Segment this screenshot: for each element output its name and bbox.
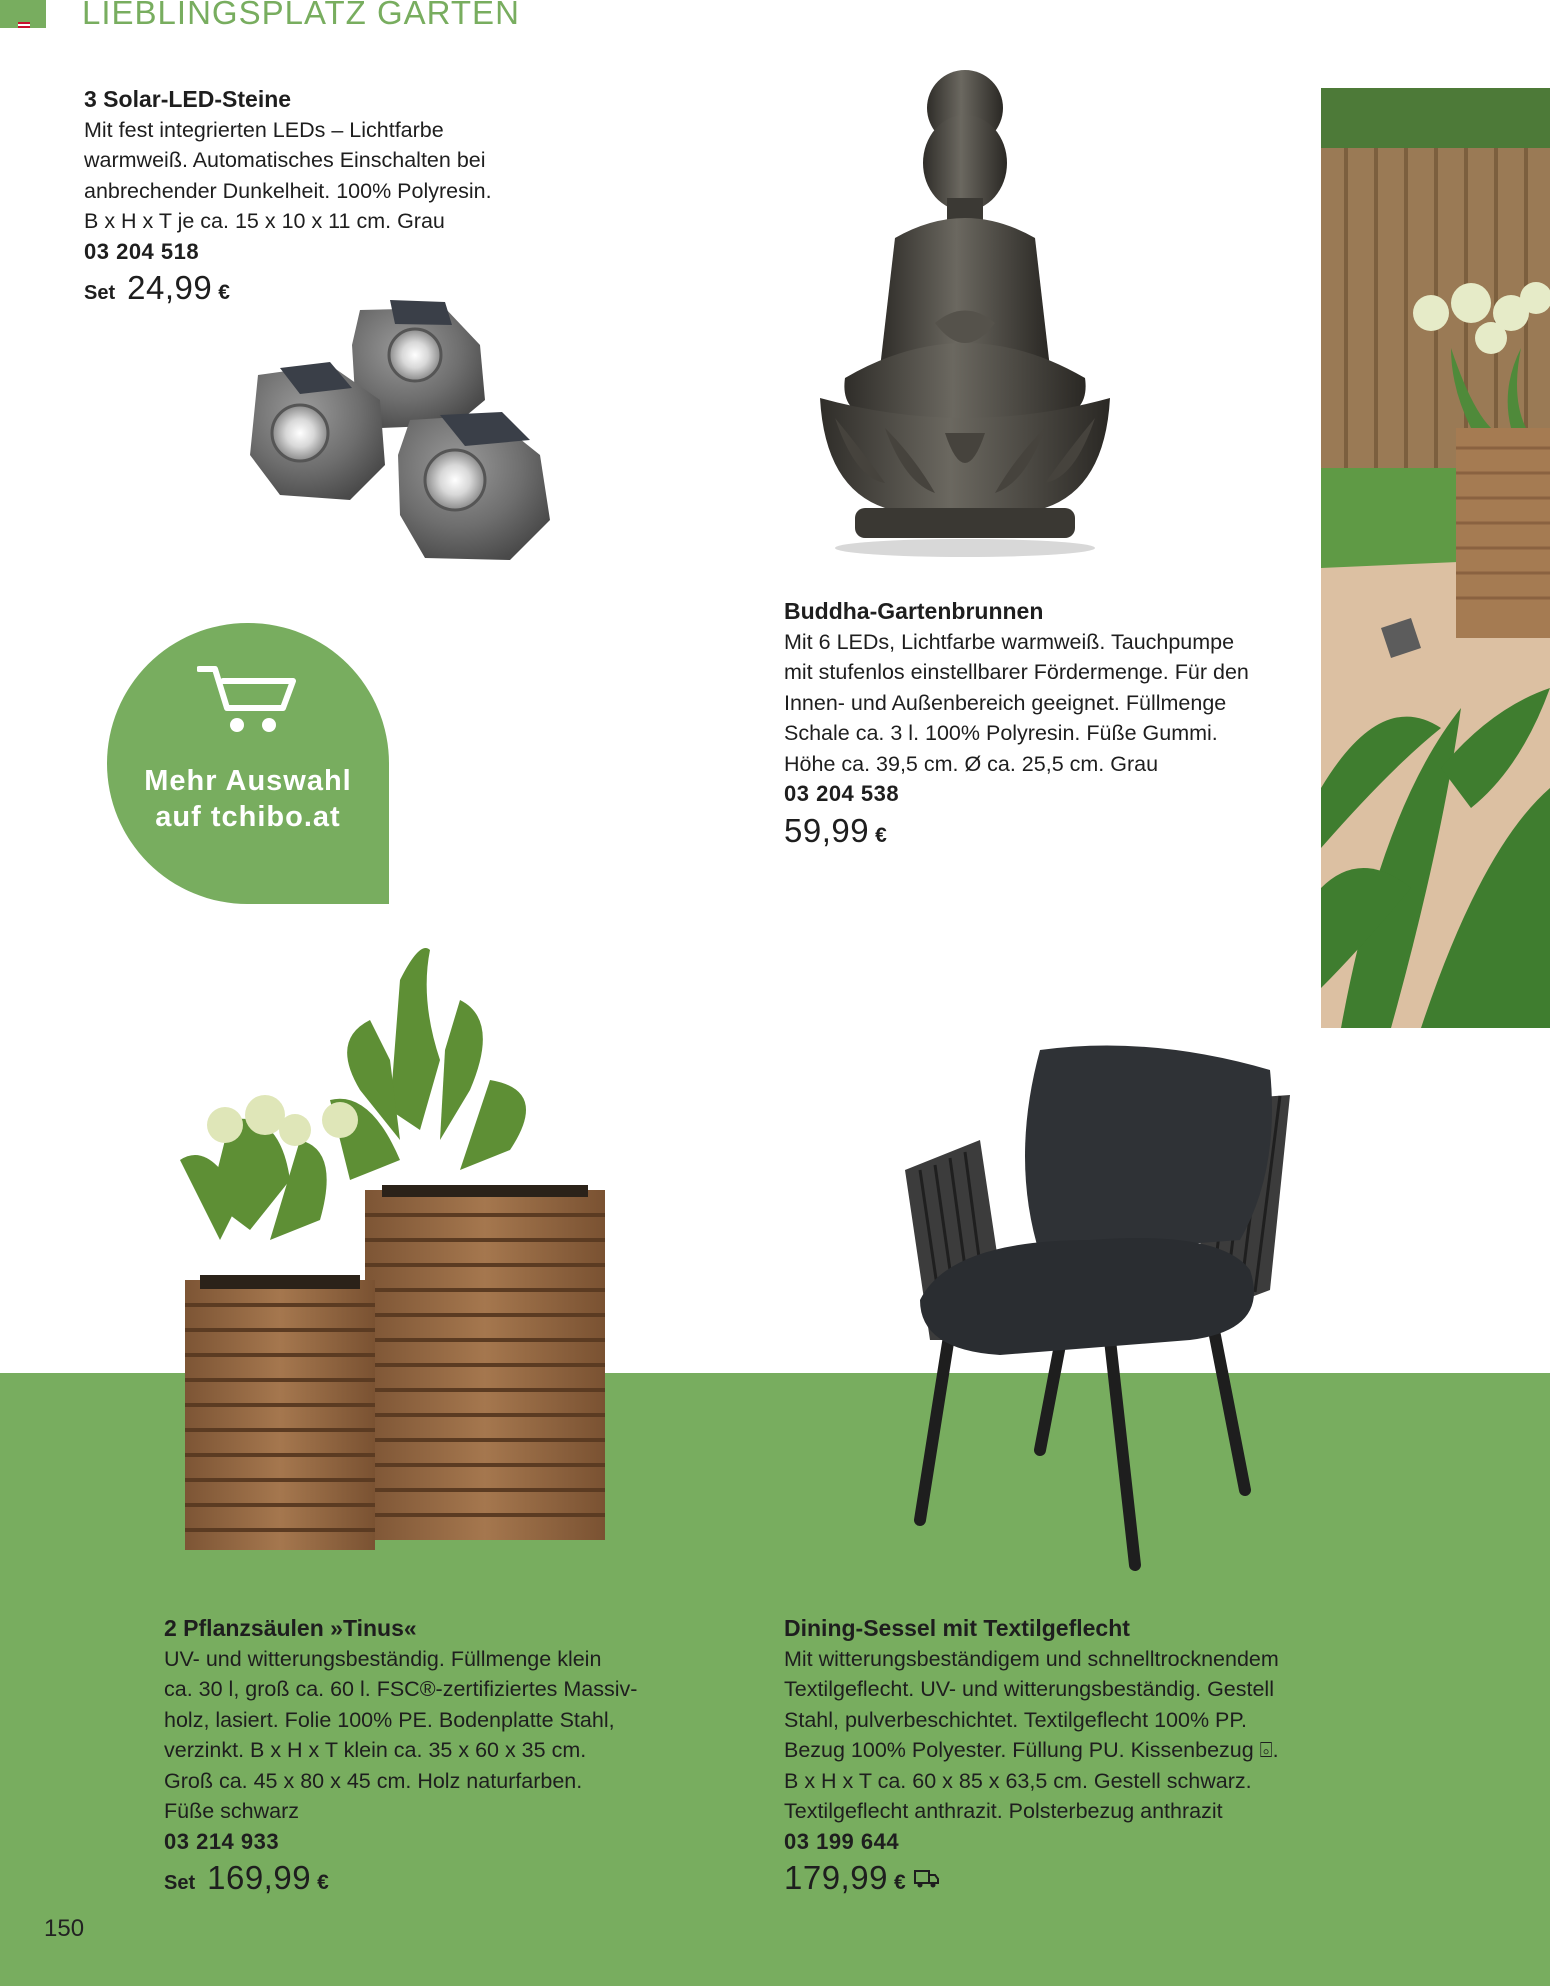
price bbox=[164, 1859, 724, 1899]
product-title: 2 Pflanzsäulen »Tinus« bbox=[164, 1615, 417, 1641]
article-number: 03 199 644 bbox=[784, 1828, 900, 1854]
article-number: 03 204 518 bbox=[84, 238, 200, 264]
price bbox=[784, 1859, 1344, 1899]
price-prefix: Set bbox=[84, 282, 116, 304]
price-amount: 59,99 bbox=[784, 811, 870, 849]
buddha-fountain-image bbox=[815, 68, 1115, 558]
promo-text: Mehr Auswahl auf tchibo.at bbox=[144, 765, 352, 833]
price-amount: 169,99 bbox=[207, 1859, 312, 1896]
delivery-truck-icon bbox=[912, 1867, 940, 1889]
product-solar-stones bbox=[84, 84, 554, 309]
price-currency: € bbox=[893, 1871, 906, 1894]
promo-more-choice-badge[interactable] bbox=[107, 623, 389, 904]
planters-image bbox=[170, 940, 620, 1560]
product-description: Mit witterungsbeständigem und schnelltrocknendem Textilgeflecht. UV- und witterungsbeständig. Gestell Stahl, pulverbeschichtet. Textilgeflecht 100% PP. Bezug 100% Polyester. Füllung PU. Kissenbezug ⌻. B x H x T ca. 60 x 85 x 63,5 cm. Gestell schwarz. Textilgeflecht anthrazit. Polsterbezug anthrazit bbox=[784, 1646, 1279, 1823]
price-currency: € bbox=[875, 823, 887, 847]
product-planters bbox=[164, 1613, 724, 1899]
price-prefix: Set bbox=[164, 1872, 196, 1894]
price-currency: € bbox=[317, 1871, 329, 1894]
product-dining-chair bbox=[784, 1613, 1344, 1899]
article-number: 03 204 538 bbox=[784, 781, 900, 806]
product-description: Mit fest integrierten LEDs – Lichtfarbe warmweiß. Automatisches Einschalten bei anbrechender Dunkelheit. 100% Polyresin. B x H x T je ca. 15 x 10 x 11 cm. Grau bbox=[84, 117, 492, 233]
garden-scene-photo bbox=[1321, 88, 1550, 1028]
austria-flag-icon bbox=[18, 22, 30, 28]
price-currency: € bbox=[218, 281, 230, 304]
price-amount: 179,99 bbox=[784, 1859, 888, 1896]
price-amount: 24,99 bbox=[127, 269, 213, 306]
product-buddha-fountain bbox=[784, 596, 1304, 851]
page-number: 150 bbox=[44, 1915, 85, 1942]
product-description: UV- und witterungsbeständig. Füllmenge klein ca. 30 l, groß ca. 60 l. FSC®-zertifiziertes Massiv- holz, lasiert. Folie 100% PE. Bodenplatte Stahl, verzinkt. B x H x T klein ca. 35 x 60 x 35 cm. Groß ca. 45 x 80 x 45 cm. Holz naturfarben. Füße schwarz bbox=[164, 1646, 638, 1823]
price bbox=[784, 811, 1304, 852]
shopping-cart-icon bbox=[197, 663, 297, 743]
product-title: Buddha-Gartenbrunnen bbox=[784, 598, 1044, 624]
solar-stones-image bbox=[240, 290, 560, 570]
article-number: 03 214 933 bbox=[164, 1828, 280, 1854]
chair-image bbox=[890, 1040, 1300, 1580]
product-description: Mit 6 LEDs, Lichtfarbe warmweiß. Tauchpumpe mit stufenlos einstellbarer Fördermenge. Für den Innen- und Außenbereich geeignet. Füllmenge Schale ca. 3 l. 100% Polyresin. Füße Gummi. Höhe ca. 39,5 cm. Ø ca. 25,5 cm. Grau bbox=[784, 629, 1249, 776]
section-title: LIEBLINGSPLATZ GARTEN bbox=[82, 0, 520, 31]
product-title: Dining-Sessel mit Textilgeflecht bbox=[784, 1615, 1130, 1641]
product-title: 3 Solar-LED-Steine bbox=[84, 86, 292, 112]
